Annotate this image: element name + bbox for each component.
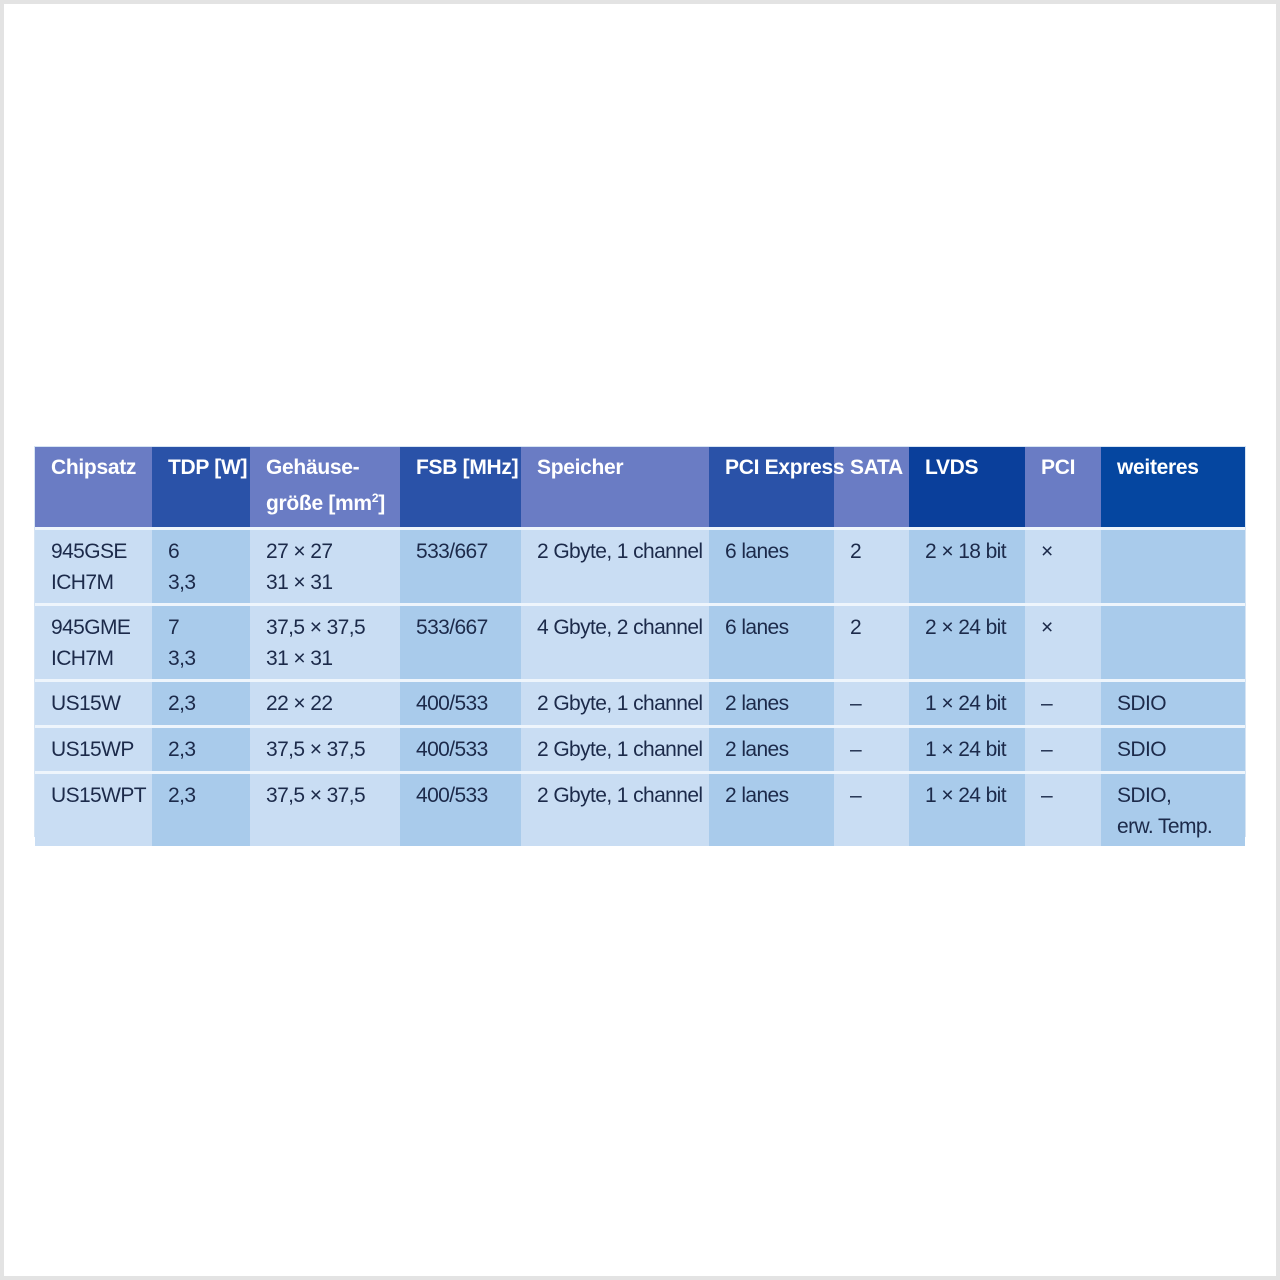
chipset-table-container	[35, 447, 1245, 836]
cell-gehaeuse: 27 × 27 31 × 31	[250, 529, 400, 605]
cell-fsb: 533/667	[400, 605, 521, 681]
cell-gehaeuse: 22 × 22	[250, 681, 400, 727]
cell-chipsatz: 945GME ICH7M	[35, 605, 152, 681]
cell-fsb: 533/667	[400, 529, 521, 605]
cell-weiteres	[1101, 529, 1245, 605]
cell-pci: ×	[1025, 605, 1101, 681]
cell-chipsatz: 945GSE ICH7M	[35, 529, 152, 605]
header-fsb: FSB [MHz]	[400, 447, 521, 529]
table-row	[35, 727, 1245, 773]
cell-weiteres: SDIO	[1101, 681, 1245, 727]
cell-lvds: 2 × 18 bit	[909, 529, 1025, 605]
cell-speicher: 2 Gbyte, 1 channel	[521, 681, 709, 727]
cell-speicher: 2 Gbyte, 1 channel	[521, 529, 709, 605]
cell-lvds: 1 × 24 bit	[909, 727, 1025, 773]
cell-fsb: 400/533	[400, 773, 521, 847]
cell-tdp: 2,3	[152, 727, 250, 773]
cell-pci: ×	[1025, 529, 1101, 605]
table-row	[35, 773, 1245, 847]
header-gehaeuse: Gehäuse- größe $[mm^2]$	[250, 447, 400, 529]
cell-chipsatz: US15WPT	[35, 773, 152, 847]
cell-sata: –	[834, 681, 909, 727]
table-row	[35, 605, 1245, 681]
cell-pcie: 2 lanes	[709, 727, 834, 773]
table-header-row	[35, 447, 1245, 529]
header-pci: PCI	[1025, 447, 1101, 529]
table-row	[35, 681, 1245, 727]
cell-weiteres	[1101, 605, 1245, 681]
cell-fsb: 400/533	[400, 727, 521, 773]
cell-pci: –	[1025, 773, 1101, 847]
cell-gehaeuse: 37,5 × 37,5 31 × 31	[250, 605, 400, 681]
cell-lvds: 1 × 24 bit	[909, 773, 1025, 847]
cell-lvds: 2 × 24 bit	[909, 605, 1025, 681]
cell-speicher: 4 Gbyte, 2 channel	[521, 605, 709, 681]
header-sata: SATA	[834, 447, 909, 529]
header-pci-express: PCI Express	[709, 447, 834, 529]
header-chipsatz: Chipsatz	[35, 447, 152, 529]
header-lvds: LVDS	[909, 447, 1025, 529]
cell-pcie: 2 lanes	[709, 773, 834, 847]
cell-sata: 2	[834, 529, 909, 605]
header-tdp: TDP [W]	[152, 447, 250, 529]
cell-speicher: 2 Gbyte, 1 channel	[521, 773, 709, 847]
header-speicher: Speicher	[521, 447, 709, 529]
cell-speicher: 2 Gbyte, 1 channel	[521, 727, 709, 773]
cell-tdp: 2,3	[152, 681, 250, 727]
cell-chipsatz: US15W	[35, 681, 152, 727]
cell-gehaeuse: 37,5 × 37,5	[250, 727, 400, 773]
cell-tdp: 6 3,3	[152, 529, 250, 605]
cell-weiteres: SDIO	[1101, 727, 1245, 773]
cell-pcie: 6 lanes	[709, 529, 834, 605]
cell-chipsatz: US15WP	[35, 727, 152, 773]
cell-pcie: 2 lanes	[709, 681, 834, 727]
cell-tdp: 7 3,3	[152, 605, 250, 681]
cell-weiteres: SDIO, erw. Temp.	[1101, 773, 1245, 847]
cell-pci: –	[1025, 681, 1101, 727]
cell-sata: 2	[834, 605, 909, 681]
table-row	[35, 529, 1245, 605]
cell-gehaeuse: 37,5 × 37,5	[250, 773, 400, 847]
cell-pci: –	[1025, 727, 1101, 773]
cell-sata: –	[834, 727, 909, 773]
header-weiteres: weiteres	[1101, 447, 1245, 529]
cell-lvds: 1 × 24 bit	[909, 681, 1025, 727]
cell-fsb: 400/533	[400, 681, 521, 727]
cell-tdp: 2,3	[152, 773, 250, 847]
cell-pcie: 6 lanes	[709, 605, 834, 681]
chipset-table	[35, 447, 1245, 846]
cell-sata: –	[834, 773, 909, 847]
